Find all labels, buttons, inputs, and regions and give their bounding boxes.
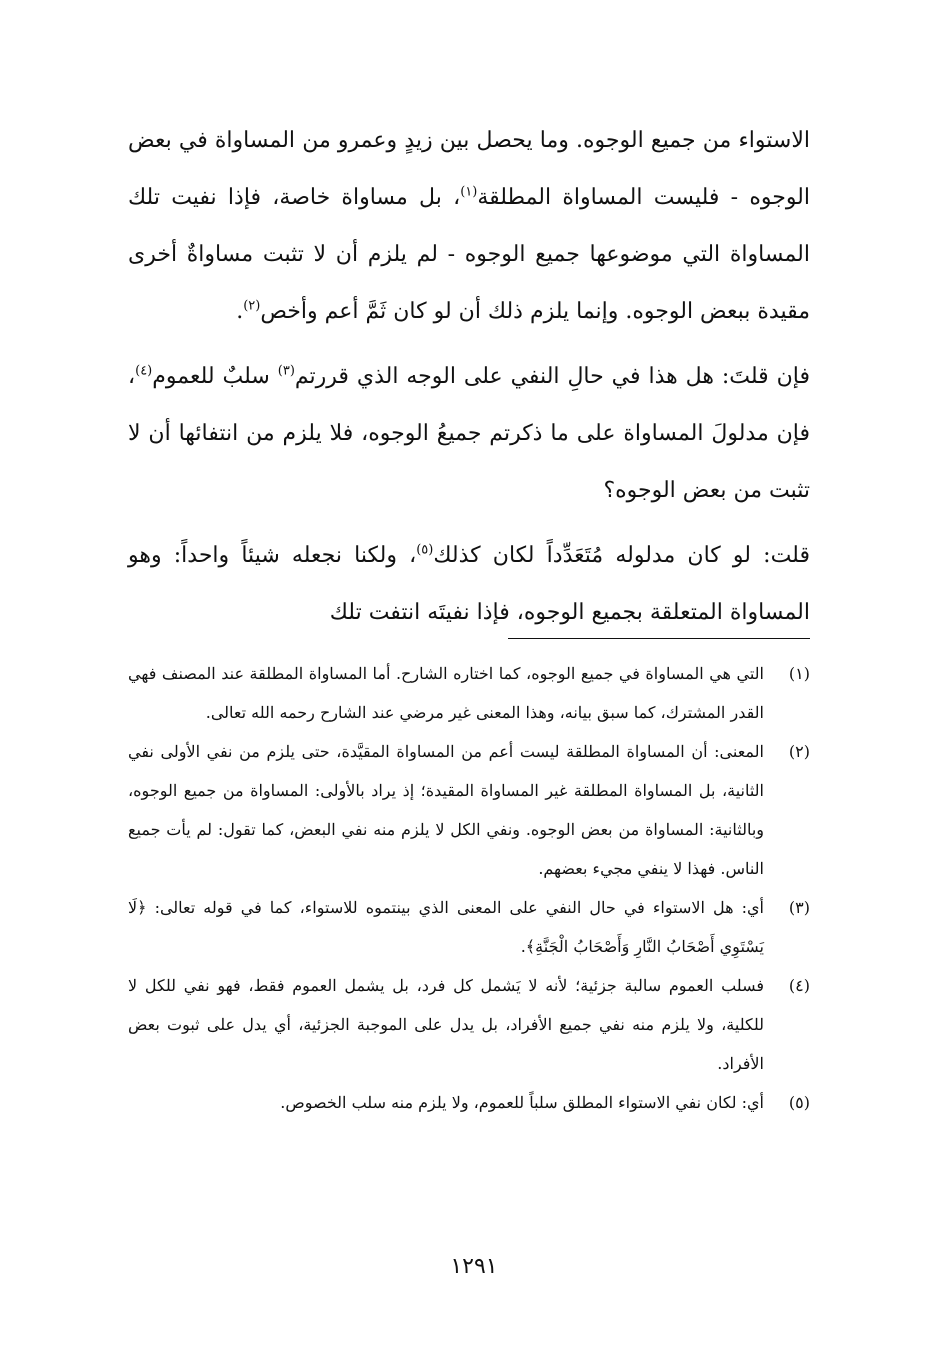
footnote-number: (١) [788,664,810,683]
footnote-3 [128,888,810,966]
footnote-2 [128,732,810,888]
paragraph-text: الاستواء من جميع الوجوه. وما يحصل بين زيدٍ وعمرو من المساواة في بعض الوجوه - فليست المساواة المطلقة [128,128,810,210]
footnote-ref-1[interactable]: (١) [460,184,478,200]
footnote-ref-4[interactable]: (٤) [135,363,153,379]
paragraph-text: سلبٌ للعموم [152,364,278,389]
footnote-text: أي: لكان نفي الاستواء المطلق سلباً للعموم، ولا يلزم منه سلب الخصوص. [280,1093,764,1112]
paragraph-2 [128,348,810,519]
footnote-text: المعنى: أن المساواة المطلقة ليست أعم من المساواة المقيَّدة، حتى يلزم من نفي الأولى نفي الثانية، بل المساواة المطلقة غير المساواة المقيدة؛ إذ يراد بالأولى: المساواة من جميع الوجوه، وبالثانية: المساواة من بعض الوجوه. ونفي الكل لا يلزم منه نفي البعض، كما تقول: لم يأت جميع الناس. فهذا لا ينفي مجيء بعضهم. [128,742,764,878]
footnote-ref-2[interactable]: (٢) [243,298,261,314]
footnote-text: فسلب العموم سالبة جزئية؛ لأنه لا يَشمل كل فرد، بل يشمل العموم فقط، فهو نفي للكل لا للكلية، ولا يلزم منه نفي جميع الأفراد، بل يدل على الموجبة الجزئية، أي يدل على ثبوت بعض الأفراد. [128,976,764,1073]
paragraph-1 [128,112,810,340]
footnote-ref-3[interactable]: (٣) [277,363,295,379]
footnote-text: أي: هل الاستواء في حال النفي على المعنى الذي بينتموه للاستواء، كما في قوله تعالى: ﴿لَا يَسْتَوِي أَصْحَابُ النَّارِ وَأَصْحَابُ الْجَنَّةِ﴾. [128,898,764,956]
footnote-text: التي هي المساواة في جميع الوجوه، كما اختاره الشارح. أما المساواة المطلقة عند المصنف فهي القدر المشترك، كما سبق بيانه، وهذا المعنى غير مرضي عند الشارح رحمه الله تعالى. [128,664,764,722]
footnote-number: (٣) [788,898,810,917]
paragraph-text: ، بل مساواة خاصة، فإذا نفيت تلك المساواة التي موضوعها جميع الوجوه - لم يلزم أن لا تثبت مساواةٌ أخرى مقيدة ببعض الوجوه. وإنما يلزم ذلك أن لو كان ثَمَّ أعم وأخص [128,185,810,324]
footnote-ref-5[interactable]: (٥) [416,542,434,558]
footnote-number: (٥) [788,1093,810,1112]
footnote-1 [128,654,810,732]
paragraph-3 [128,527,810,641]
footnote-number: (٤) [788,976,810,995]
paragraph-text: ، ولكنا نجعله شيئاً واحداً: وهو المساواة المتعلقة بجميع الوجوه، فإذا نفيتَه انتفت تلك [128,543,810,625]
page-number: ١٢٩١ [450,1254,498,1279]
main-text [128,112,810,649]
paragraph-text: ، فإن مدلولَ المساواة على ما ذكرتم جميعُ الوجوه، فلا يلزم من انتفائها أن لا تثبت من بعض الوجوه؟ [128,364,810,503]
footnote-4 [128,966,810,1083]
paragraph-text: . [236,299,244,324]
footnote-number: (٢) [788,742,810,761]
footnote-divider [508,638,810,639]
paragraph-text: فإن قلتَ: هل هذا في حالِ النفي على الوجه الذي قررتم [294,364,810,389]
footnote-5 [128,1083,810,1122]
footnotes-section [128,654,810,1122]
paragraph-text: قلت: لو كان مدلوله مُتَعَدِّداً لكان كذلك [433,543,810,568]
